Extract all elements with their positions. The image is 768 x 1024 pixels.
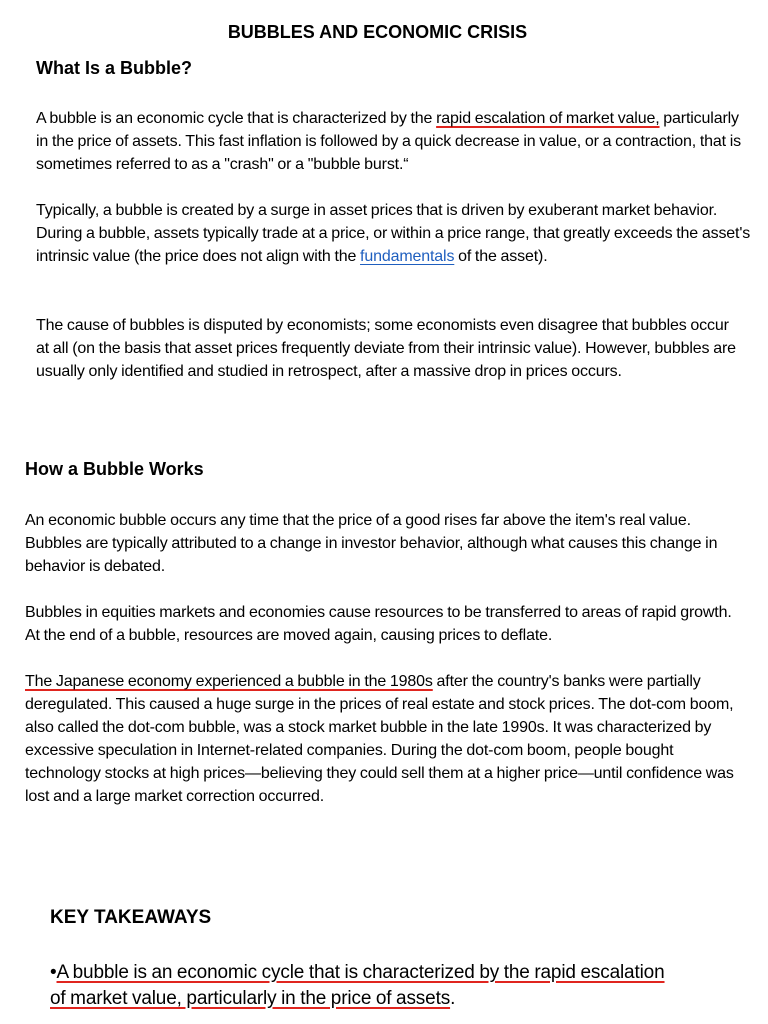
underlined-phrase: The Japanese economy experienced a bubble in the 1980s (25, 673, 433, 690)
section-heading-what-is-a-bubble: What Is a Bubble? (36, 58, 193, 78)
paragraph-bubble-creation (36, 199, 754, 268)
document-title: BUBBLES AND ECONOMIC CRISIS (227, 22, 528, 42)
paragraph-japanese-economy (25, 670, 735, 808)
underlined-phrase: rapid escalation of market value, (436, 110, 660, 127)
paragraph-bubble-definition (36, 107, 748, 176)
paragraph-bubble-cause: The cause of bubbles is disputed by economists; some economists even disagree that bubbles occur at all (on the basis that asset prices frequently deviate from their intrinsic value). However, bubbles are usually only identified and studied in retrospect, after a massive drop in prices occurs. (36, 317, 736, 380)
paragraph-text: . (450, 988, 456, 1009)
key-takeaway-item (50, 960, 670, 1012)
underlined-phrase: A bubble is an economic cycle that is characterized by the rapid escalation of market value, particularly in the price of assets (50, 962, 665, 1009)
paragraph-text: after the country's banks were partially deregulated. This caused a huge surge in the prices of real estate and stock prices. The dot-com boom, also called the dot-com bubble, was a stock market bubble in the late 1990s. It was characterized by excessive speculation in Internet-related companies. During the dot-com boom, people bought technology stocks at high prices—believing they could sell them at a higher price—until confidence was lost and a large market correction occurred. (25, 673, 734, 805)
paragraph-economic-bubble: An economic bubble occurs any time that the price of a good rises far above the item's real value. Bubbles are typically attributed to a change in investor behavior, although what causes this change in behavior is debated. (25, 512, 718, 575)
paragraph-equities-markets: Bubbles in equities markets and economies cause resources to be transferred to areas of rapid growth. At the end of a bubble, resources are moved again, causing prices to deflate. (25, 604, 732, 644)
section-heading-how-a-bubble-works: How a Bubble Works (25, 459, 204, 479)
paragraph-text: particularly in the price of assets. This fast inflation is followed by a quick decrease in value, or a contraction, that is sometimes referred to as a "crash" or a "bubble burst.“ (36, 110, 741, 173)
paragraph-text: A bubble is an economic cycle that is characterized by the (36, 110, 437, 127)
paragraph-text: Typically, a bubble is created by a surge in asset prices that is driven by exuberant market behavior. During a bubble, assets typically trade at a price, or within a price range, that greatly exceeds the asset's intrinsic value (the price does not align with the (36, 202, 751, 265)
bullet: • (50, 962, 57, 983)
fundamentals-link[interactable]: fundamentals (360, 248, 455, 265)
paragraph-text: of the asset). (454, 248, 548, 265)
key-takeaways-heading: KEY TAKEAWAYS (50, 907, 212, 928)
